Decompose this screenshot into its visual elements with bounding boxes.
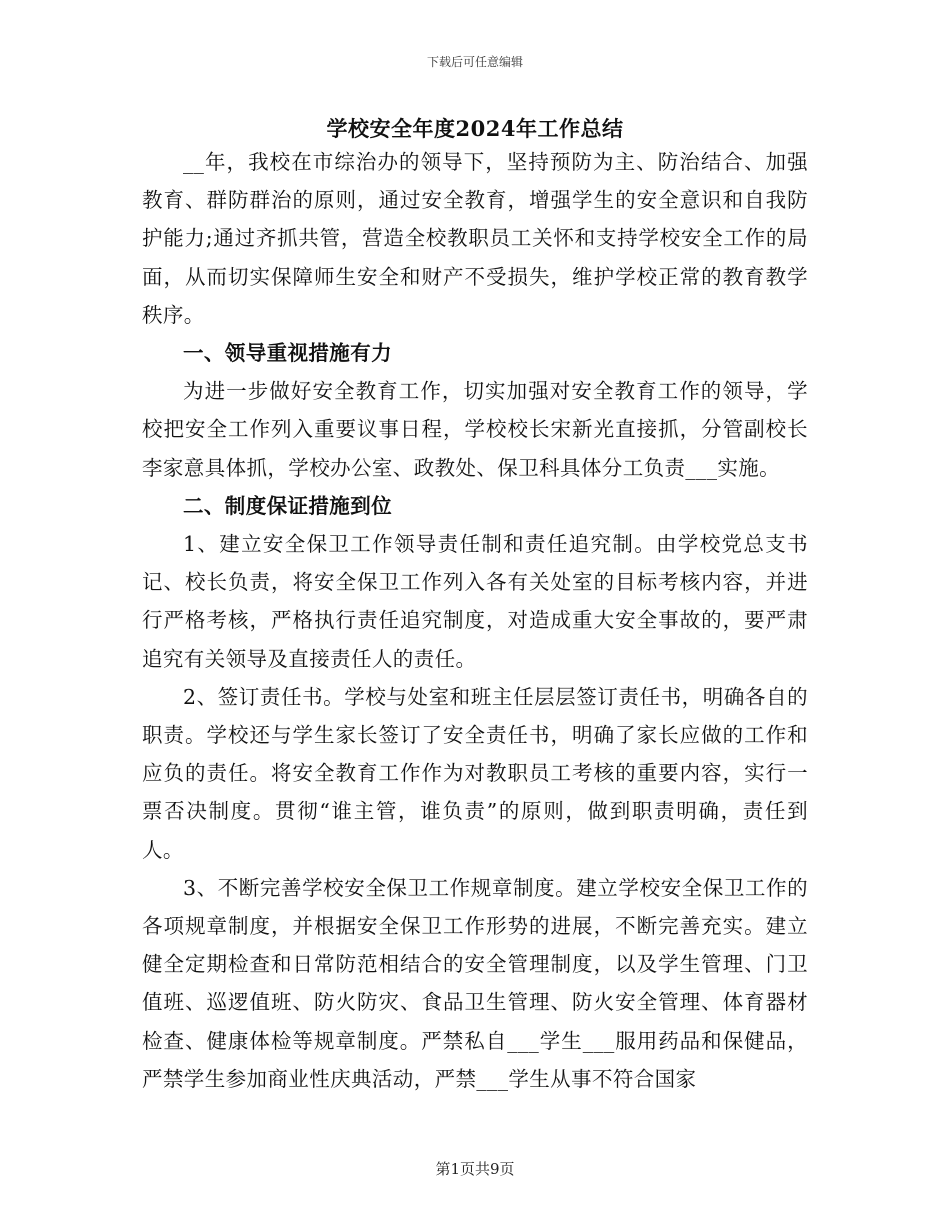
system-paragraph-3: 3、不断完善学校安全保卫工作规章制度。建立学校安全保卫工作的各项规章制度，并根据安全保卫工作形势的进展，不断完善充实。建立健全定期检查和日常防范相结合的安全管理制度，以及学生管理、门卫值班、巡逻值班、防火防灾、食品卫生管理、防火安全管理、体育器材检查、健康体检等规章制度。严禁私自___学生___服用药品和保健品，严禁学生参加商业性庆典活动，严禁___学生从事不符合国家	[142, 875, 808, 1091]
system-paragraph-1: 1、建立安全保卫工作领导责任制和责任追究制。由学校党总支书记、校长负责，将安全保卫工作列入各有关处室的目标考核内容，并进行严格考核，严格执行责任追究制度，对造成重大安全事故的，要严肃追究有关领导及直接责任人的责任。	[142, 532, 808, 671]
system-paragraph-2: 2、签订责任书。学校与处室和班主任层层签订责任书，明确各自的职责。学校还与学生家长签订了安全责任书，明确了家长应做的工作和应负的责任。将安全教育工作作为对教职员工考核的重要内容，实行一票否决制度。贯彻“谁主管，谁负责”的原则，做到职责明确，责任到人。	[142, 684, 808, 862]
document-title: 学校安全年度2024年工作总结	[326, 116, 624, 141]
page-number: 第1页共9页	[435, 1160, 515, 1178]
document-body	[142, 143, 808, 1098]
leadership-paragraph: 为进一步做好安全教育工作，切实加强对安全教育工作的领导，学校把安全工作列入重要议事日程，学校校长宋新光直接抓，分管副校长李家意具体抓，学校办公室、政教处、保卫科具体分工负责___实施。	[142, 379, 808, 480]
section-heading-system: 二、制度保证措施到位	[183, 493, 392, 518]
section-heading-leadership: 一、领导重视措施有力	[183, 341, 392, 366]
intro-paragraph: __年，我校在市综治办的领导下，坚持预防为主、防治结合、加强教育、群防群治的原则，通过安全教育，增强学生的安全意识和自我防护能力;通过齐抓共管，营造全校教职员工关怀和支持学校安全工作的局面，从而切实保障师生安全和财产不受损失，维护学校正常的教育教学秩序。	[142, 150, 808, 327]
header-note: 下载后可任意编辑	[426, 55, 523, 69]
